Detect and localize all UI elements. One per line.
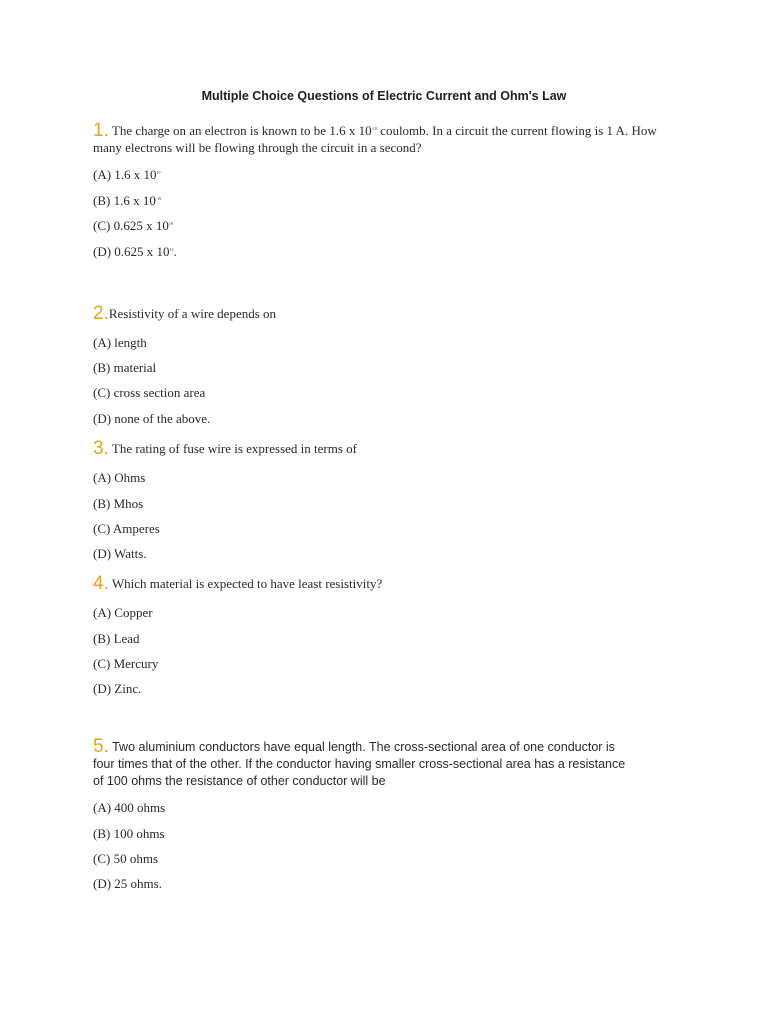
question-2: [93, 305, 683, 322]
question-number: 5.: [93, 736, 109, 757]
question-3: [93, 440, 683, 457]
option: (A) 400 ohms: [93, 800, 166, 815]
option: (C) 50 ohms: [93, 851, 158, 866]
exponent: -19: [371, 126, 377, 131]
option: (A) Ohms: [93, 470, 146, 485]
question-number: 3.: [93, 438, 109, 459]
question-stem: The charge on an electron is known to be 1.6 x 10: [111, 123, 372, 138]
option: (B) Lead: [93, 631, 140, 646]
question-5: [93, 738, 693, 790]
option: (D) Watts.: [93, 546, 147, 561]
question-stem-line: four times that of the other. If the conductor having smaller cross-sectional area has a resistance: [93, 757, 626, 771]
exponent: 12: [169, 247, 174, 252]
question-stem-cont: coulomb. In a circuit the current flowing is 1 A. How many electrons will be flowing through the circuit in a second?: [93, 123, 657, 155]
question-stem-line: of 100 ohms the resistance of other conductor will be: [93, 774, 386, 788]
question-stem: Resistivity of a wire depends on: [108, 306, 277, 321]
option: (C) cross section area: [93, 385, 206, 400]
option: (B) Mhos: [93, 496, 144, 511]
option: (B) 100 ohms: [93, 826, 165, 841]
option: (C) Mercury: [93, 656, 159, 671]
question-stem: The rating of fuse wire is expressed in terms of: [111, 441, 357, 456]
option: (D) 25 ohms.: [93, 876, 162, 891]
question-number: 4.: [93, 573, 109, 594]
option: (C) Amperes: [93, 521, 160, 536]
option: (B) 1.6 x $10^{-19}$: [93, 193, 162, 208]
option: (A) 1.6 x $10^{19}$: [93, 167, 161, 182]
exponent: -19: [155, 196, 162, 201]
option: (A) length: [93, 335, 147, 350]
exponent: 19: [156, 170, 161, 175]
question-stem: Two aluminium conductors have equal length. The cross-sectional area of one conductor is: [112, 740, 615, 754]
option: (D) none of the above.: [93, 411, 211, 426]
option: (B) material: [93, 360, 157, 375]
question-stem: Which material is expected to have least resistivity?: [111, 576, 383, 591]
question-1: [93, 120, 683, 156]
exponent: 19: [168, 221, 173, 226]
document-title: Multiple Choice Questions of Electric Current and Ohm's Law: [201, 89, 567, 103]
option: (C) 0.625 x $10^{19}$: [93, 218, 173, 233]
question-number: 1.: [93, 120, 109, 141]
question-number: 2.: [93, 303, 109, 324]
question-4: [93, 575, 683, 592]
option: (D) 0.625 x $10^{12}$.: [93, 244, 177, 259]
option: (A) Copper: [93, 605, 153, 620]
option: (D) Zinc.: [93, 681, 142, 696]
